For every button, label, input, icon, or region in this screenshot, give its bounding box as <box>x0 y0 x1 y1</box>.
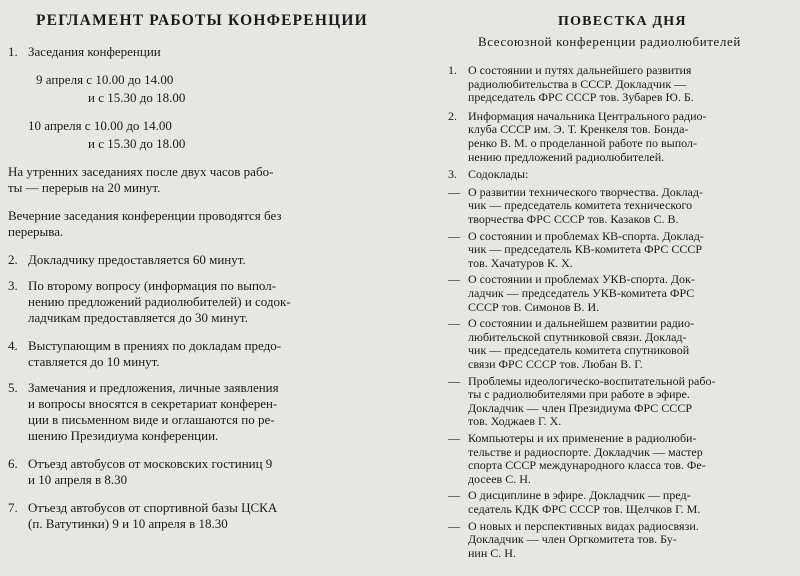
co-report-3-line-1: О состоянии и проблемах УКВ-спорта. Док- <box>468 272 695 287</box>
co-report-7-line-2: седатель КДК ФРС СССР тов. Щелчков Г. М. <box>468 502 701 516</box>
schedule-item-1-number: 1. <box>8 44 18 59</box>
schedule-item-5-number: 5. <box>8 380 18 395</box>
schedule-title: РЕГЛАМЕНТ РАБОТЫ КОНФЕРЕНЦИИ <box>36 12 368 29</box>
co-report-8-line-1: О новых и перспективных видах радиосвязи. <box>468 518 699 533</box>
co-report-6-line-3: спорта СССР международного класса тов. Фе- <box>468 458 706 473</box>
agenda-item-3-heading: Содоклады: <box>468 167 529 182</box>
agenda-item-1-number: 1. <box>448 63 457 77</box>
co-report-8-line-3: нин С. Н. <box>468 545 516 560</box>
agenda-item-2-line-4: нению предложений радиолюбителей. <box>468 149 665 164</box>
evening-note-line-1: Вечерние заседания конференции проводятся без <box>8 208 282 223</box>
co-report-4-dash: — <box>448 316 460 331</box>
day1-evening-time: и с 15.30 до 18.00 <box>88 90 186 105</box>
co-report-2-dash: — <box>448 228 460 243</box>
schedule-item-6-line-1: Отъезд автобусов от московских гостиниц 9 <box>28 456 273 471</box>
schedule-item-4-line-1: Выступающим в прениях по докладам предо- <box>28 338 282 353</box>
agenda-subtitle: Всесоюзной конференции радиолюбителей <box>478 34 741 49</box>
morning-break-line-2: ты — перерыв на 20 минут. <box>8 180 161 195</box>
day2-morning-time: 10 апреля с 10.00 до 14.00 <box>28 118 172 133</box>
co-report-8-line-2: Докладчик — член Оргкомитета тов. Бу- <box>468 532 677 547</box>
day1-morning-time: 9 апреля с 10.00 до 14.00 <box>36 72 174 87</box>
co-report-6-line-1: Компьютеры и их применение в радиолюби- <box>468 431 697 445</box>
co-report-1-dash: — <box>448 184 460 199</box>
co-report-5-dash: — <box>448 373 460 388</box>
agenda-item-1-line-2: радиолюбительства в СССР. Докладчик — <box>468 76 687 91</box>
co-report-5-line-3: Докладчик — член Президиума ФРС СССР <box>468 400 692 415</box>
co-report-4-line-3: чик — председатель комитета спутниковой <box>468 343 690 358</box>
co-report-7-line-1: О дисциплине в эфире. Докладчик — пред- <box>468 488 691 503</box>
schedule-item-5-line-2: и вопросы вносятся в секретариат конферен- <box>28 396 278 411</box>
schedule-item-5-line-4: шению Президиума конференции. <box>28 428 219 443</box>
schedule-item-3-number: 3. <box>8 278 18 293</box>
agenda-item-2-line-3: ренко В. М. о проделанной работе по выпол- <box>468 136 697 150</box>
co-report-1-line-2: чик — председатель комитета технического <box>468 198 693 213</box>
schedule-item-4-number: 4. <box>8 338 18 353</box>
schedule-item-4-line-2: ставляется до 10 минут. <box>28 354 160 369</box>
agenda-title: ПОВЕСТКА ДНЯ <box>558 14 687 29</box>
co-report-3-line-2: ладчик — председатель УКВ-комитета ФРС <box>468 286 695 300</box>
agenda-item-1-line-3: председатель ФРС СССР тов. Зубарев Ю. Б. <box>468 90 694 105</box>
schedule-item-7-line-2: (п. Ватутинки) 9 и 10 апреля в 18.30 <box>28 516 228 531</box>
evening-note-line-2: перерыва. <box>8 224 64 239</box>
schedule-item-5-line-3: ции в письменном виде и оглашаются по ре- <box>28 412 275 427</box>
schedule-item-6-number: 6. <box>8 456 18 471</box>
co-report-3-line-3: СССР тов. Симонов В. И. <box>468 299 600 314</box>
co-report-6-line-4: досеев С. Н. <box>468 471 531 486</box>
co-report-5-line-1: Проблемы идеологическо-воспитательной рабо- <box>468 373 716 388</box>
schedule-item-3-line-1: По второму вопросу (информация по выпол- <box>28 278 277 293</box>
agenda-item-1-line-1: О состоянии и путях дальнейшего развития <box>468 63 692 77</box>
schedule-item-7-number: 7. <box>8 500 18 515</box>
co-report-1-line-1: О развитии технического творчества. Доклад- <box>468 184 704 199</box>
schedule-item-7-line-1: Отъезд автобусов от спортивной базы ЦСКА <box>28 500 278 515</box>
co-report-5-line-2: ты с радиолюбителями при работе в эфире. <box>468 387 690 402</box>
agenda-item-2-line-2: клуба СССР им. Э. Т. Кренкеля тов. Бонда- <box>468 122 689 137</box>
co-report-6-dash: — <box>448 431 460 445</box>
day2-evening-time: и с 15.30 до 18.00 <box>88 136 186 151</box>
co-report-2-line-2: чик — председатель КВ-комитета ФРС СССР <box>468 242 703 257</box>
co-report-6-line-2: тельстве и радиоспорте. Докладчик — мастер <box>468 444 703 459</box>
schedule-item-1-heading: Заседания конференции <box>28 44 161 59</box>
agenda-item-2-line-1: Информация начальника Центрального радио- <box>468 108 707 123</box>
co-report-8-dash-item: — <box>448 518 460 533</box>
co-report-3-dash: — <box>448 272 460 287</box>
morning-break-line-1: На утренних заседаниях после двух часов рабо- <box>8 164 274 179</box>
schedule-item-5-line-1: Замечания и предложения, личные заявления <box>28 380 279 395</box>
co-report-5-line-4: тов. Ходжаев Г. Х. <box>468 414 562 429</box>
schedule-item-2-text: Докладчику предоставляется 60 минут. <box>28 252 246 267</box>
schedule-item-3-line-2: нению предложений радиолюбителей) и содок- <box>28 294 291 309</box>
co-report-2-line-3: тов. Хачатуров К. Х. <box>468 255 573 270</box>
co-report-1-line-3: творчества ФРС СССР тов. Казаков С. В. <box>468 212 679 226</box>
co-report-2-line-1: О состоянии и проблемах КВ-спорта. Доклад- <box>468 228 704 243</box>
co-report-4-line-2: любительской спутниковой связи. Доклад- <box>468 329 687 344</box>
schedule-item-6-line-2: и 10 апреля в 8.30 <box>28 472 128 487</box>
agenda-item-2-number: 2. <box>448 108 457 123</box>
schedule-item-2-number: 2. <box>8 252 18 267</box>
co-report-4-line-4: связи ФРС СССР тов. Любан В. Г. <box>468 357 643 371</box>
schedule-item-3-line-3: ладчикам предоставляется до 30 минут. <box>28 310 248 325</box>
co-report-7-dash: — <box>448 488 460 503</box>
agenda-item-3-number: 3. <box>448 167 457 182</box>
co-report-4-line-1: О состоянии и дальнейшем развитии радио- <box>468 316 695 331</box>
